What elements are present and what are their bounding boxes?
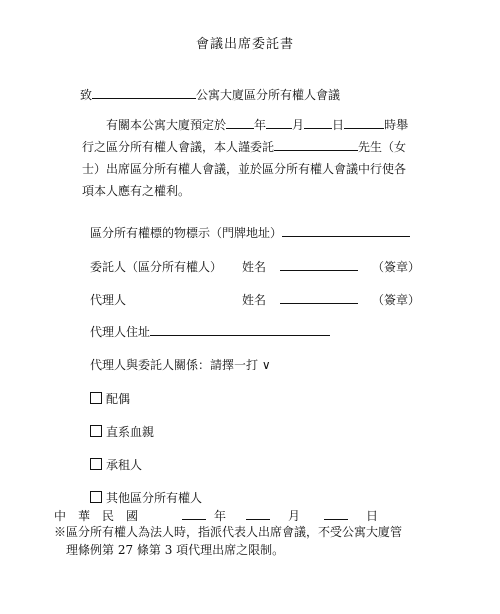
meeting-year-blank[interactable] bbox=[226, 117, 254, 129]
property-address-blank[interactable] bbox=[282, 225, 410, 237]
addressee-blank[interactable] bbox=[92, 87, 196, 99]
relation-option[interactable]: 承租人 bbox=[90, 456, 142, 473]
date-era: 中 華 民 國 bbox=[54, 509, 139, 523]
sign-month-blank[interactable] bbox=[246, 508, 270, 520]
paragraph-line-4: 項本人應有之權利。 bbox=[82, 184, 191, 198]
principal-name-label: 姓名 bbox=[242, 260, 267, 274]
delegate-name-blank[interactable] bbox=[274, 139, 358, 151]
sign-day-blank[interactable] bbox=[324, 508, 348, 520]
meeting-day-blank[interactable] bbox=[304, 117, 332, 129]
agent-seal: （簽章） bbox=[372, 293, 421, 307]
page-title: 會議出席委託書 bbox=[196, 37, 295, 52]
date-day-label: 日 bbox=[366, 509, 379, 523]
agent-name-label: 姓名 bbox=[242, 293, 267, 307]
date-month-label: 月 bbox=[288, 509, 301, 523]
date-year-label: 年 bbox=[214, 509, 227, 523]
agent-address-field bbox=[90, 323, 330, 340]
principal-label: 委託人（區分所有權人） bbox=[90, 260, 223, 274]
relation-option[interactable]: 其他區分所有權人 bbox=[90, 489, 202, 506]
checkbox[interactable] bbox=[90, 392, 102, 404]
relation-option[interactable]: 直系血親 bbox=[90, 423, 154, 440]
meeting-hour-blank[interactable] bbox=[344, 117, 384, 129]
meeting-month-blank[interactable] bbox=[266, 117, 292, 129]
paragraph-line-2: 行之區分所有權人會議，本人謹委託 先生（女 bbox=[82, 140, 407, 154]
addressee-line bbox=[80, 86, 340, 103]
sign-year-blank[interactable] bbox=[182, 508, 206, 520]
property-label: 區分所有權標的物標示（門牌地址） bbox=[90, 226, 283, 240]
agent-address-label: 代理人住址 bbox=[90, 325, 151, 339]
principal-name-blank[interactable] bbox=[280, 259, 358, 271]
property-field bbox=[90, 224, 410, 241]
note-line-2: 理條例第 27 條第 3 項代理出席之限制。 bbox=[66, 543, 285, 557]
principal-seal: （簽章） bbox=[372, 260, 421, 274]
agent-label: 代理人 bbox=[90, 293, 127, 307]
addressee-suffix: 公寓大廈區分所有權人會議 bbox=[196, 88, 341, 102]
note-line-1: ※區分所有權人為法人時，指派代表人出席會議，不受公寓大廈管 bbox=[54, 525, 403, 539]
paragraph-line-1: 有關本公寓大廈預定於 年 月 日 時舉 bbox=[106, 118, 409, 132]
paragraph-line-3: 士）出席區分所有權人會議，並於區分所有權人會議中行使各 bbox=[82, 162, 407, 176]
agent-address-blank[interactable] bbox=[150, 324, 330, 336]
checkbox[interactable] bbox=[90, 458, 102, 470]
addressee-prefix: 致 bbox=[80, 88, 93, 102]
relation-option[interactable]: 配偶 bbox=[90, 390, 130, 407]
relation-prompt: 代理人與委託人關係：請擇一打 ∨ bbox=[90, 358, 271, 372]
checkbox[interactable] bbox=[90, 491, 102, 503]
agent-name-blank[interactable] bbox=[280, 292, 358, 304]
checkbox[interactable] bbox=[90, 425, 102, 437]
